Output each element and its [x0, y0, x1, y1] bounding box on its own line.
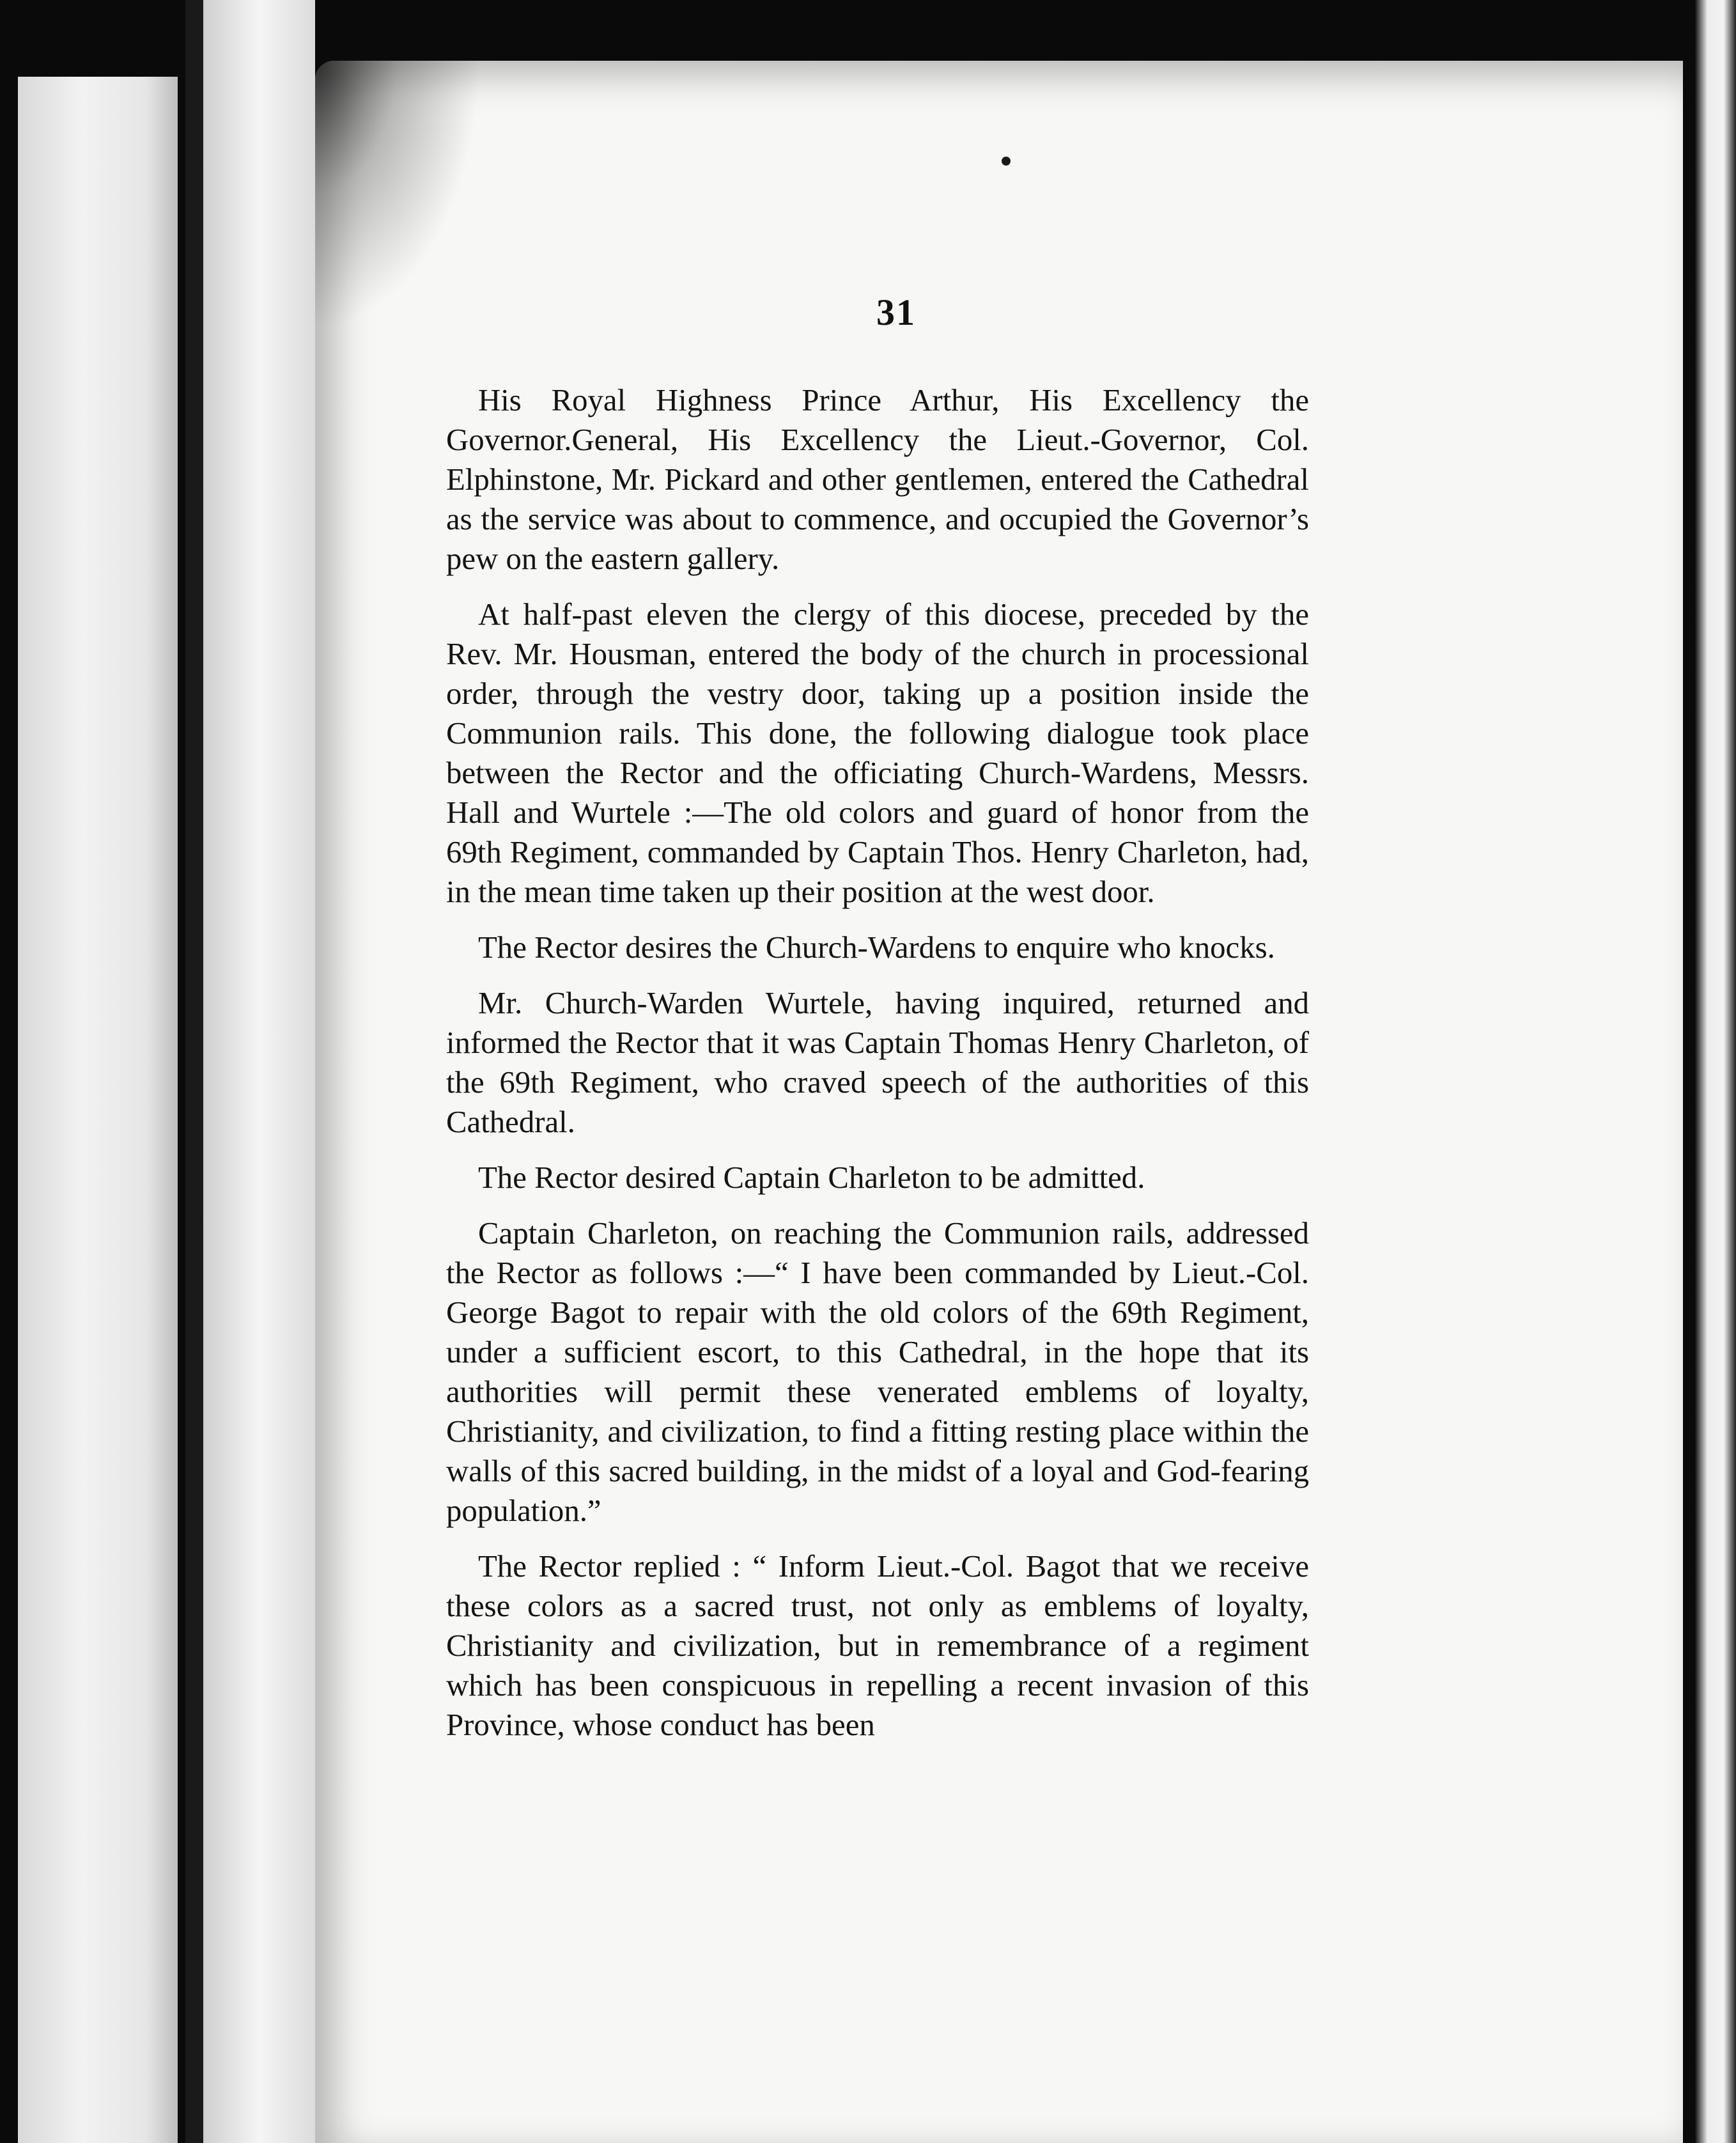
paragraph-4: Mr. Church-Warden Wurtele, having inquired, returned and informed the Rector that it was Captain Thomas Henry Charleton, of the 69th Regiment, who craved speech of the authorities of this Cathedral.: [446, 986, 1309, 1139]
facing-page-edge: [18, 77, 178, 2143]
paragraph-6: Captain Charleton, on reaching the Communion rails, addressed the Rector as follows :—“ I have been commanded by Lieut.-Col. George Bagot to repair with the old colors of the 69th Regiment, under a sufficient escort, to this Cathedral, in the hope that its authorities will permit these venerated emblems of loyalty, Christianity, and civilization, to find a fitting resting place within the walls of this sacred building, in the midst of a loyal and God-fearing population.”: [446, 1216, 1309, 1528]
ink-speck: [1002, 157, 1011, 166]
book-gutter: [185, 0, 203, 2143]
paragraph-7: The Rector replied : “ Inform Lieut.-Col. Bagot that we receive these colors as a sacred trust, not only as emblems of loyalty, Christianity and civilization, but in remembrance of a regiment which has been conspicuous in repelling a recent invasion of this Province, whose conduct has been: [446, 1549, 1309, 1742]
paragraph-1: His Royal Highness Prince Arthur, His Excellency the Governor.General, His Excellency the Lieut.-Governor, Col. Elphinstone, Mr. Pickard and other gentlemen, entered the Cathedral as the service was about to commence, and occupied the Governor’s pew on the eastern gallery.: [446, 383, 1309, 576]
book-page: [315, 61, 1683, 2143]
page-number: 31: [876, 292, 916, 333]
paragraph-5: The Rector desired Captain Charleton to be admitted.: [478, 1160, 1145, 1195]
inner-margin-strip: [203, 0, 315, 2143]
paragraph-3: The Rector desires the Church-Wardens to enquire who knocks.: [478, 930, 1275, 965]
body-text: [446, 380, 1309, 1761]
right-page-border: [1695, 0, 1736, 2143]
paragraph-2: At half-past eleven the clergy of this diocese, preceded by the Rev. Mr. Housman, entered the body of the church in processional order, through the vestry door, taking up a position inside the Communion rails. This done, the following dialogue took place between the Rector and the officiating Church-Wardens, Messrs. Hall and Wurtele :—The old colors and guard of honor from the 69th Regiment, commanded by Captain Thos. Henry Charleton, had, in the mean time taken up their position at the west door.: [446, 597, 1309, 909]
